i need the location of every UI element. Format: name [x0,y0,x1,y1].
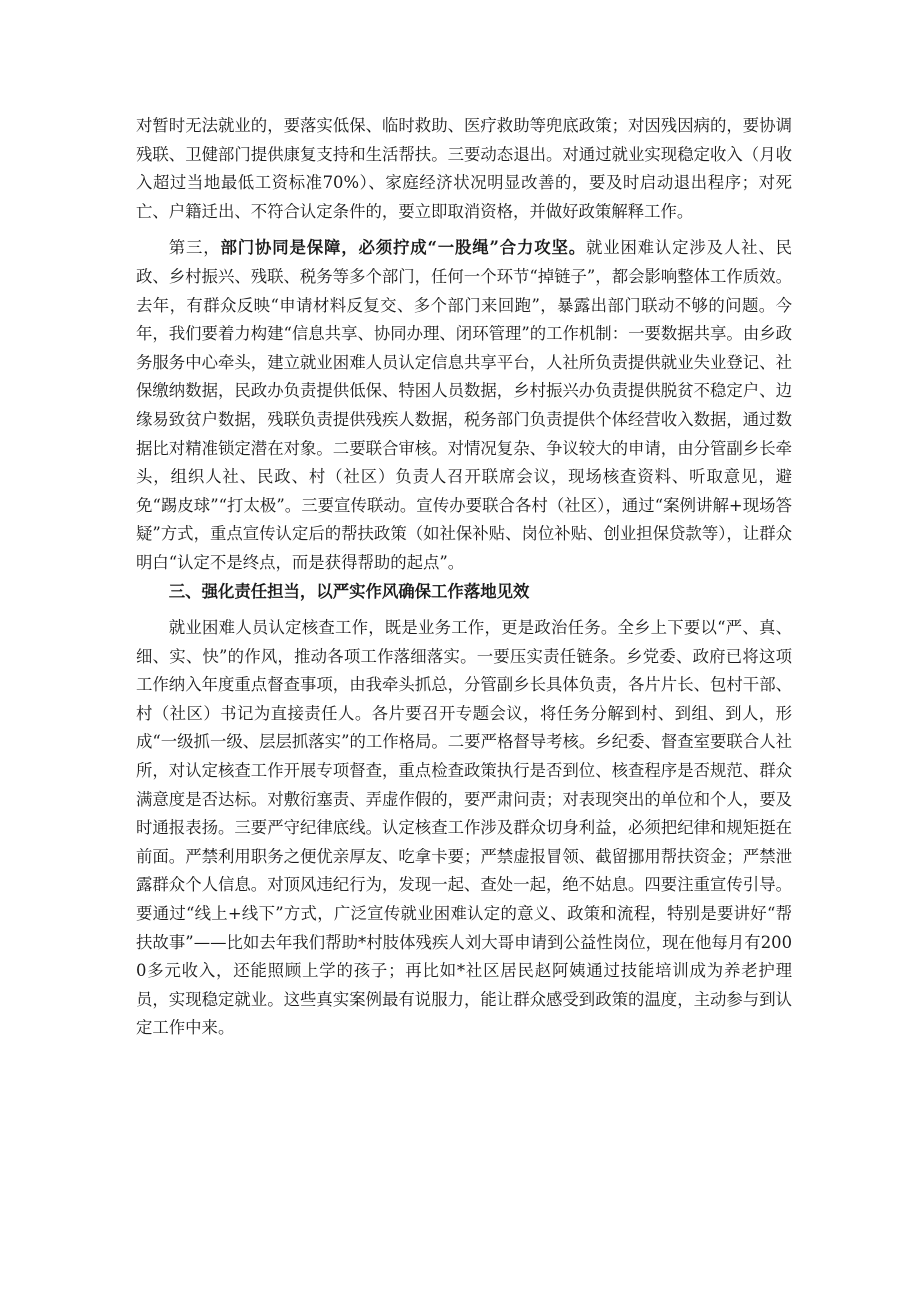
paragraph-lead: 第三， [168,238,221,258]
document-body [136,112,792,1043]
paragraph-body: 就业困难认定涉及人社、民政、乡村振兴、残联、税务等多个部门，任何一个环节“掉链子”，都会影响整体工作质效。去年，有群众反映“申请材料反复交、多个部门来回跑”，暴露出部门联动不够的问题。今年，我们要着力构建“信息共享、协同办理、闭环管理”的工作机制：一要数据共享。由乡政务服务中心牵头，建立就业困难人员认定信息共享平台，人社所负责提供就业失业登记、社保缴纳数据，民政办负责提供低保、特困人员数据，乡村振兴办负责提供脱贫不稳定户、边缘易致贫户数据，残联负责提供残疾人数据，税务部门负责提供个体经营收入数据，通过数据比对精准锁定潜在对象。二要联合审核。对情况复杂、争议较大的申请，由分管副乡长牵头，组织人社、民政、村（社区）负责人召开联席会议，现场核查资料、听取意见，避免“踢皮球”“打太极”。三要宣传联动。宣传办要联合各村（社区），通过“案例讲解+现场答疑”方式，重点宣传认定后的帮扶政策（如社保补贴、岗位补贴、创业担保贷款等），让群众明白“认定不是终点，而是获得帮助的起点”。 [136,238,793,572]
paragraph-exit-mechanism: 对暂时无法就业的，要落实低保、临时救助、医疗救助等兜底政策；对因残因病的，要协调残联、卫健部门提供康复支持和生活帮扶。三要动态退出。对通过就业实现稳定收入（月收入超过当地最低工资标准70%）、家庭经济状况明显改善的，要及时启动退出程序；对死亡、户籍迁出、不符合认定条件的，要立即取消资格，并做好政策解释工作。 [136,116,792,221]
section-heading-three: 三、强化责任担当，以严实作风确保工作落地见效 [168,581,530,601]
paragraph-department-coordination [136,234,792,577]
paragraph-responsibility: 就业困难人员认定核查工作，既是业务工作，更是政治任务。全乡上下要以“严、真、细、实、快”的作风，推动各项工作落细落实。一要压实责任链条。乡党委、政府已将这项工作纳入年度重点督查事项，由我牵头抓总，分管副乡长具体负责，各片片长、包村干部、村（社区）书记为直接责任人。各片要召开专题会议，将任务分解到村、到组、到人，形成“一级抓一级、层层抓落实”的工作格局。二要严格督导考核。乡纪委、督查室要联合人社所，对认定核查工作开展专项督查，重点检查政策执行是否到位、核查程序是否规范、群众满意度是否达标。对敷衍塞责、弄虚作假的，要严肃问责；对表现突出的单位和个人，要及时通报表扬。三要严守纪律底线。认定核查工作涉及群众切身利益，必须把纪律和规矩挺在前面。严禁利用职务之便优亲厚友、吃拿卡要；严禁虚报冒领、截留挪用帮扶资金；严禁泄露群众个人信息。对顶风违纪行为，发现一起、查处一起，绝不姑息。四要注重宣传引导。要通过“线上+线下”方式，广泛宣传就业困难认定的意义、政策和流程，特别是要讲好“帮扶故事”——比如去年我们帮助*村肢体残疾人刘大哥申请到公益性岗位，现在他每月有2000多元收入，还能照顾上学的孩子；再比如*社区居民赵阿姨通过技能培训成为养老护理员，实现稳定就业。这些真实案例最有说服力，能让群众感受到政策的温度，主动参与到认定工作中来。 [136,618,792,1038]
paragraph-bold-thesis: 部门协同是保障，必须拧成“一股绳”合力攻坚。 [220,238,586,258]
